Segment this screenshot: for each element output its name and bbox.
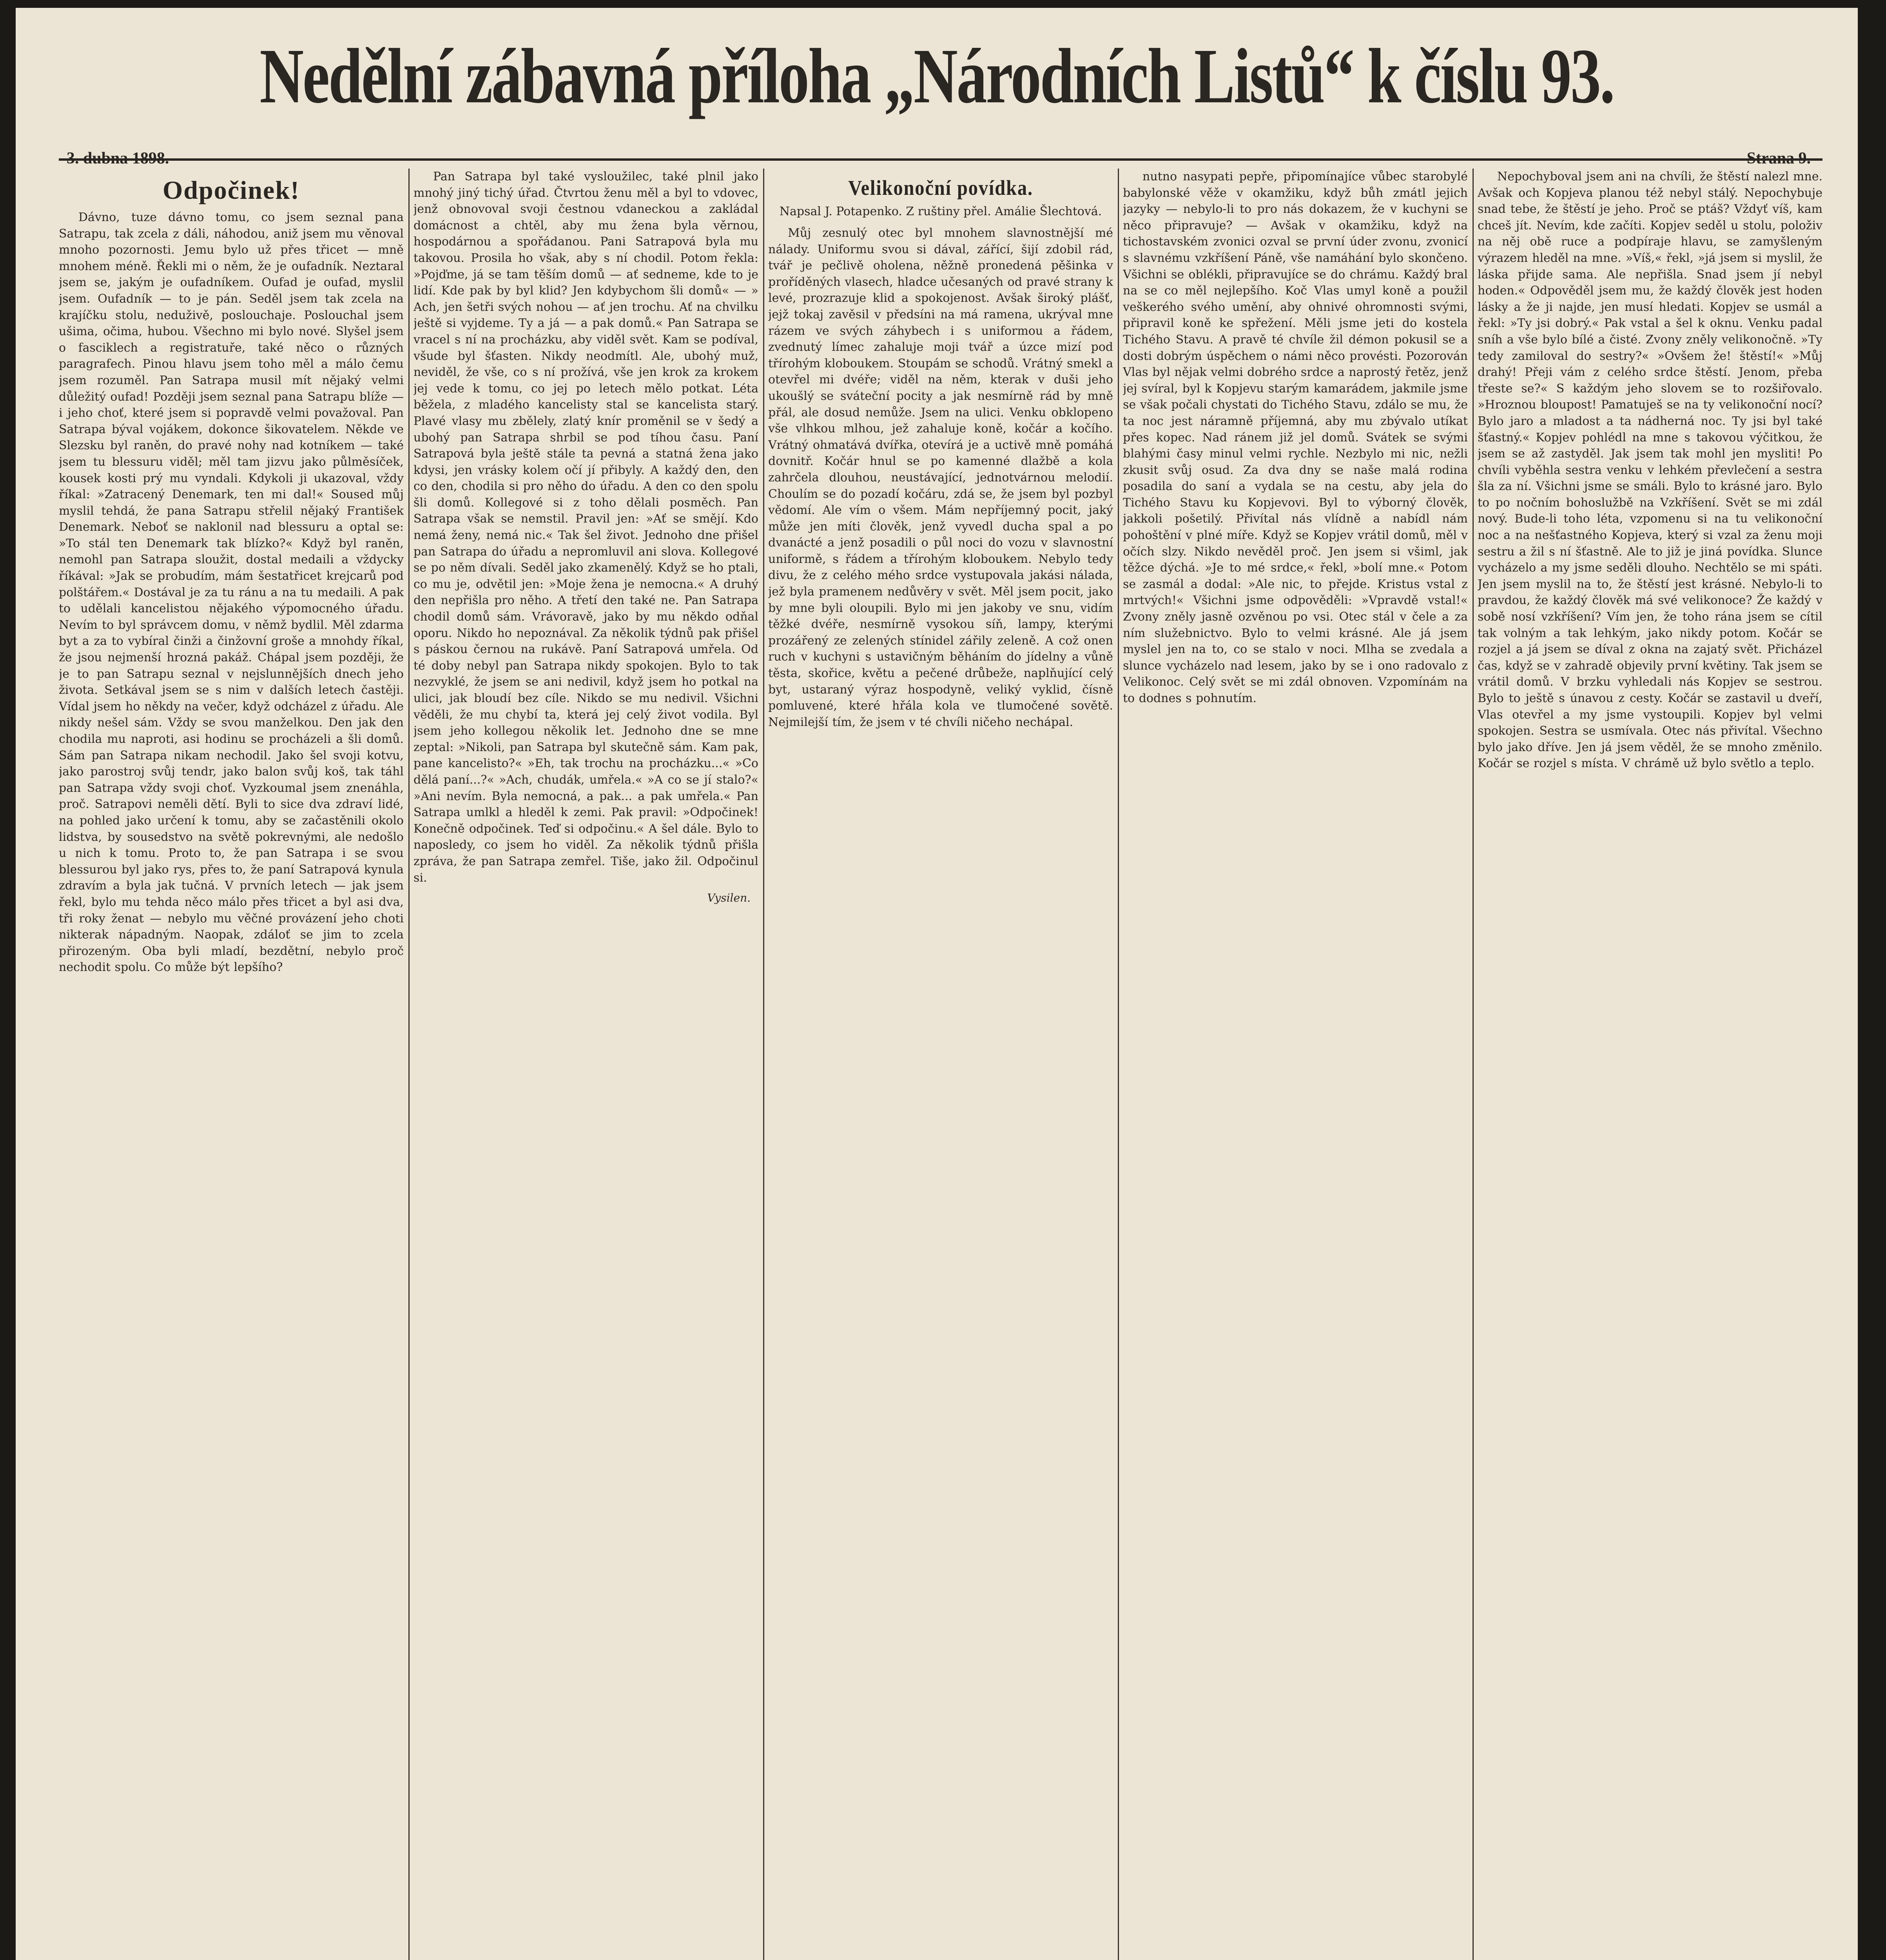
column-4 (1123, 169, 1468, 1960)
column-3 (768, 169, 1113, 1960)
column-5 (1478, 169, 1823, 1960)
article-byline: Napsal J. Potapenko. Z ruštiny přel. Amálie Šlechtová. (779, 205, 1102, 218)
article-text: Můj zesnulý otec byl mnohem slavnostnější mé nálady. Uniformu svou si dával, zářící, šijí zdobil rád, tvář je pečlivě oholena, něžně pronedená pěšinka v proříděných vlasech, hladce učesaných od pravé strany k levé, prozrazuje klid a spokojenost. Avšak široký plášť, jejž tokaj zavěsil v předsíni na má ramena, ukrýval mne rázem ve svých záhybech i s uniformou a řádem, zvednutý límec zahaluje moji tvář a úzce mizí pod třírohým kloboukem. Stoupám se schodů. Vrátný smekl a otevřel mi dvéře; viděl na něm, kterak v duši jeho ukoušlý se sváteční pocity a jak nesmírně rád by mně přál, ale dosud nemůže. Jsem na ulici. Venku obklopeno vše vlhkou mlhou, jež zahaluje koně, kočár a kočího. Vrátný ohmatává dvířka, otevírá je a uctivě mně pomáhá dovnitř. Kočár hnul se po kamenné dlažbě a kola zahrčela dlouhou, neustávající, jednotvárnou melodií. Choulím se do pozadí kočáru, zdá se, že jsem byl pozbyl vědomí. Ale vím o všem. Mám nepříjemný pocit, jaký může jen míti člověk, jenž vyvedl ducha spal a po dvanácté a jenž posadili o půl noci do vozu v slavnostní uniformě, s řádem a třírohým kloboukem. Nebylo tedy divu, že z celého mého srdce vystupovala jakási nálada, jež byla pramenem nedůvěry v svět. Měl jsem pocit, jako by mne byli oloupili. Bylo mi jen jakoby ve snu, vidím těžké dvéře, nesmírně vysokou síň, lampy, kterými prozářený ze zelených stínidel zářily zeleně. A což onen ruch v kuchyni s ustavičným běháním do jídelny a vůně těsta, skořice, květu a pečené drůbeže, naplňující celý byt, ustaraný výraz hospodyně, veliký vyklid, čísně pomluvené, které hřála kola ve tlumočené sovětě. Nejmilejší tím, že jsem v té chvíli ničeho nechápal. (768, 226, 1113, 729)
article-columns (59, 169, 1823, 1960)
column-1 (59, 169, 404, 1960)
masthead-title: Nedělní zábavná příloha „Národních Listů“ k číslu 93. (259, 33, 1614, 120)
article-text: Dávno, tuze dávno tomu, co jsem seznal pana Satrapu, tak zcela z dáli, náhodou, aniž jsem mu věnoval mnoho pozornosti. Jemu bylo už přes třicet — mně mnohem méně. Řekli mi o něm, že je oufadník. Neztaral jsem se, jakým je oufadníkem. Oufad je oufad, myslil jsem. Oufadník — to je pán. Seděl jsem tak zcela na krajíčku stolu, neduživě, poslouchaje. Poslouchal jsem ušima, očima, hubou. Všechno mi bylo nové. Slyšel jsem o fasciklech a registratuře, také něco o různých paragrafech. Pinou hlavu jsem toho měl a málo čemu jsem rozuměl. Pan Satrapa musil mít nějaký velmi důležitý oufad! Později jsem seznal pana Satrapu blíže — i jeho choť, které jsem si popravdě velmi považoval. Pan Satrapa býval vojákem, dokonce šikovatelem. Někde ve Slezsku byl raněn, do pravé nohy nad kotníkem — také jsem tu blessuru viděl; měl tam jizvu jako půlměsíček, kousek kosti prý mu vyndali. Kdykoli ji ukazoval, vždy říkal: »Zatracený Denemark, ten mi dal!« Soused můj myslil tehdá, že pana Satrapu střelil nějaký František Denemark. Neboť se naklonil nad blessuru a optal se: »To stál ten Denemark tak blízko?« Když byl raněn, nemohl pan Satrapa sloužit, dostal medaili a vždycky říkával: »Jak se probudím, mám šestatřicet krejcarů pod polštářem.« Dostával je za tu ránu a na tu medaili. A pak to udělali kancelistou nějakého výpomocného úřadu. Nevím to byl správcem domu, v němž bydlil. Měl zdarma byt a za to vybíral činži a činžovní groše a mnohdy říkal, že jsou nejmenší hrozná pakáž. Chápal jsem později, že je to pan Satrapu seznal v nejslunnějších dnech jeho života. Setkával jsem se s nim v dalších letech častěji. Vídal jsem ho někdy na večer, když odcházel z úřadu. Ale nikdy nešel sám. Vždy se svou manželkou. Den jak den chodila mu naproti, asi hodinu se procházeli a šli domů. Sám pan Satrapa nikam nechodil. Jako šel svoji kotvu, jako parostroj svůj tendr, jako balon svůj koš, tak táhl pan Satrapa vždy svoji choť. Vyzkoumal jsem znenáhla, proč. Satrapovi neměli dětí. Byli to sice dva zdraví lidé, na pohled jako určení k tomu, aby se začastěnili okolo lidstva, by sousedstvo na světě pokrevnými, ale nedošlo u nich k tomu. Proto to, že pan Satrapa i se svou blessurou byl jako rys, přes to, že paní Satrapová kynula zdravím a byla jak tučná. V prvních letech — jak jsem řekl, bylo mu tehda něco málo přes třicet a byl asi dva, tři roky ženat — nebylo mu věčné provázení jeho choti nikterak nápadným. Naopak, zdáloť se jim to zcela přirozeným. Oba byli mladí, bezdětní, nebylo proč nechodit spolu. Co může být lepšího? (59, 211, 404, 975)
column-2 (413, 169, 758, 1960)
column-divider (763, 169, 764, 1960)
column-divider (1473, 169, 1474, 1960)
article-text: Pan Satrapa byl také vysloužilec, také plnil jako mnohý jiný tichý úřad. Čtvrtou ženu měl a byl to vdovec, jenž obnovoval svoji čestnou vdaneckou a zakládal domácnost a chtěl, aby mu žena byla věrnou, hospodárnou a spořádanou. Pani Satrapová byla mu takovou. Prosila ho však, aby s ní chodil. Potom řekla: »Pojďme, já se tam těším domů — ať sedneme, kde to je lidí. Kde pak by byl klid? Jen kdybychom šli domů« — » Ach, jen šetři svých nohou — ať jen trochu. Ať na chvilku ještě si vyjdeme. Ty a já — a pak domů.« Pan Satrapa se vracel s ní na procházku, aby viděl svět. Kam se podíval, všude byl šťasten. Nikdy neodmítl. Ale, ubohý muž, neviděl, že vše, co s ní prožívá, vše jen krok za krokem jej vede k tomu, co jej po letech mělo potkat. Léta běžela, z mladého kancelisty stal se kancelista starý. Plavé vlasy mu zbělely, zlatý knír proměnil se v šedý a ubohý pan Satrapa shrbil se pod tíhou času. Paní Satrapová byla ještě stále ta pevná a statná žena jako kdysi, jen vrásky kolem očí jí přibyly. A každý den, den co den, chodila si pro něho do úřadu. A den co den spolu šli domů. Kollegové si z toho dělali posměch. Pan Satrapa však se nemstil. Pravil jen: »Ať se smějí. Kdo nemá ženy, nemá nic.« Tak šel život. Jednoho dne přišel pan Satrapa do úřadu a nepromluvil ani slova. Kollegové se po něm dívali. Seděl jako zkamenělý. Když se ho ptali, co mu je, odvětil jen: »Moje žena je nemocna.« A druhý den nepřišla pro něho. A třetí den také ne. Pan Satrapa chodil domů sám. Vrávoravě, jako by mu někdo odňal oporu. Nikdo ho nepoznával. Za několik týdnů pak přišel s páskou černou na rukávě. Paní Satrapová umřela. Od té doby nebyl pan Satrapa nikdy spokojen. Bylo to tak nezvyklé, že jsem se ani nedivil, když jsem ho potkal na ulici, jak bloudí bez cíle. Nikdo se mu nedivil. Všichni věděli, že mu chybí ta, která jej celý život vodila. Byl jsem jeho kollegou několik let. Jednoho dne se mne zeptal: »Nikoli, pan Satrapa byl skutečně sám. Kam pak, pane kancelisto?« »Eh, tak trochu na procházku...« »Co dělá paní...?« »Ach, chudák, umřela.« »A co se jí stalo?« »Ani nevím. Byla nemocná, a pak... a pak umřela.« Pan Satrapa umlkl a hleděl k zemi. Pak pravil: »Odpočinek! Konečně odpočinek. Teď si odpočinu.« A šel dále. Bylo to naposledy, co jsem ho viděl. Za několik týdnů přišla zpráva, že pan Satrapa zemřel. Tiše, jako žil. Odpočinul si. (413, 170, 758, 885)
column-divider (1118, 169, 1119, 1960)
article-heading-odpocinek: Odpočinek! (162, 176, 300, 205)
newspaper-page (16, 8, 1858, 1960)
column-divider (408, 169, 410, 1960)
article-text: Nepochyboval jsem ani na chvíli, že štěstí nalezl mne. Avšak och Kopjeva planou též nebyl stálý. Nepochybuje snad tebe, že štěstí je jeho. Proč se ptáš? Vždyť víš, kam chceš jít. Nevím, kde začíti. Kopjev seděl u stolu, položiv na něj obě ruce a podpíraje hlavu, se zamyšleným výrazem hleděl na mne. »Víš,« řekl, »já jsem si myslil, že láska přijde sama. Ale nepřišla. Snad jsem jí nebyl hoden.« Odpověděl jsem mu, že každý člověk jest hoden lásky a že ji najde, jen musí hledati. Kopjev se usmál a řekl: »Ty jsi dobrý.« Pak vstal a šel k oknu. Venku padal sníh a vše bylo bílé a čisté. Zvony zněly velikonočně. »Ty tedy zamiloval do sestry?« »Ovšem že! štěstí!« »Můj drahý! Přeji vám z celého srdce štěstí. Jenom, přeba třeste se?« S každým jeho slovem se to rozšiřovalo. »Hroznou bloupost! Pamatuješ se na ty velikonoční nocí? Bylo jaro a mladost a ta nádherná noc. Ty jsi byl také šťastný.« Kopjev pohlédl na mne s takovou výčitkou, že jsem se až zastyděl. Jak jsem tak mohl jen mysliti! Po chvíli vyběhla sestra venku v lehkém převlečení a sestra šla za ní. Všichni jsme se smáli. Bylo to krásné jaro. Bylo to po nočním bohoslužbě na Vzkříšení. Svět se mi zdál nový. Bude-li toho léta, vzpomenu si na tu velikonoční noc a na nešťastného Kopjeva, který si vzal za ženu moji sestru a žil s ní šťastně. Ale to již je jiná povídka. Slunce vycházelo a my jsme seděli dlouho. Nechtělo se mi spáti. Jen jsem myslil na to, že štěstí jest krásné. Nebylo-li to pravdou, že každý člověk má své velikonoce? Že každý v sobě nosí vzkříšení? Vím jen, že toho rána jsem se cítil tak volným a tak lehkým, jako nikdy potom. Kočár se rozjel a já jsem se díval z okna na zajatý svět. Přicházel čas, když se v zahradě objevily první květiny. Tak jsem se vrátil domů. V brzku vyhledali nás Kopjev se sestrou. Bylo to ještě s únavou z cesty. Kočár se zastavil u dveří, Vlas otevřel a my jsme vystoupili. Kopjev byl velmi spokojen. Sestra se usmívala. Otec nás přivítal. Všechno bylo jako dříve. Jen já jsem věděl, že se mnoho změnilo. Kočár se rozjel s místa. V chrámě už bylo světlo a teplo. (1478, 170, 1823, 771)
article-signature: Vysilen. (707, 891, 751, 905)
masthead (16, 31, 1858, 172)
article-text: nutno nasypati pepře, připomínajíce vůbec starobylé babylonské věže v okamžiku, když bůh zmátl jejich jazyky — nebylo-li to pro nás dokazem, že v kuchyni se něco připravuje? — Avšak v okamžiku, když na tichostavském zvonici ozval se první úder zvonu, zvonicí s slavnému vzkříšení Páně, vše namáhání bylo skončeno. Všichni se oblékli, připravujíce se do chrámu. Každý bral na se co měl nejlepšího. Koč Vlas umyl koně a použil veškerého svého umění, aby ohnivé ohromnosti svými, připravil koně ke spřežení. Měli jsme jeti do kostela Tichého Stavu. A pravě té chvíle žil démon pokusil se a dosti dobrým úspěchem o námi něco provésti. Pozorován Vlas byl nějak velmi dobrého srdce a naprostý řetěz, jenž jej svíral, byl k Kopjevu starým kamarádem, jakmile jsme se však počali chystati do Tichého Stavu, zdálo se mu, že ta noc jest náramně příjemná, aby mu zbývalo utíkat přes kopec. Nad ránem již jel domů. Svátek se svými blahými časy minul velmi rychle. Nezbylo mi nic, nežli zkusit svůj osud. Za dva dny se naše malá rodina posadila do saní a vydala se na cestu, aby jela do Tichého Stavu ku Kopjevovi. Byl to výborný člověk, jakkoli pošetilý. Přivítal nás vlídně a nabídl nám pohoštění v plné míře. Když se Kopjev vrátil domů, měl v očích slzy. Nikdo nevěděl proč. Jen jsem si všiml, jak těžce dýchá. »Je to mé srdce,« řekl, »bolí mne.« Potom se zasmál a dodal: »Ale nic, to přejde. Kristus vstal z mrtvých!« Všichni jsme odpověděli: »Vpravdě vstal!« Zvony zněly jasně ozvěnou po vsi. Otec stál v čele a za ním služebnictvo. Bylo to velmi krásné. Ale já jsem myslel jen na to, co se stalo v noci. Mlha se zvedala a slunce vycházelo nad lesem, jako by se i ono radovalo z Velikonoc. Celý svět se mi zdál obnoven. Vzpomínám na to dodnes s pohnutím. (1123, 170, 1468, 705)
article-heading-velikonocni: Velikonoční povídka. (848, 176, 1033, 200)
masthead-rule (59, 158, 1823, 161)
